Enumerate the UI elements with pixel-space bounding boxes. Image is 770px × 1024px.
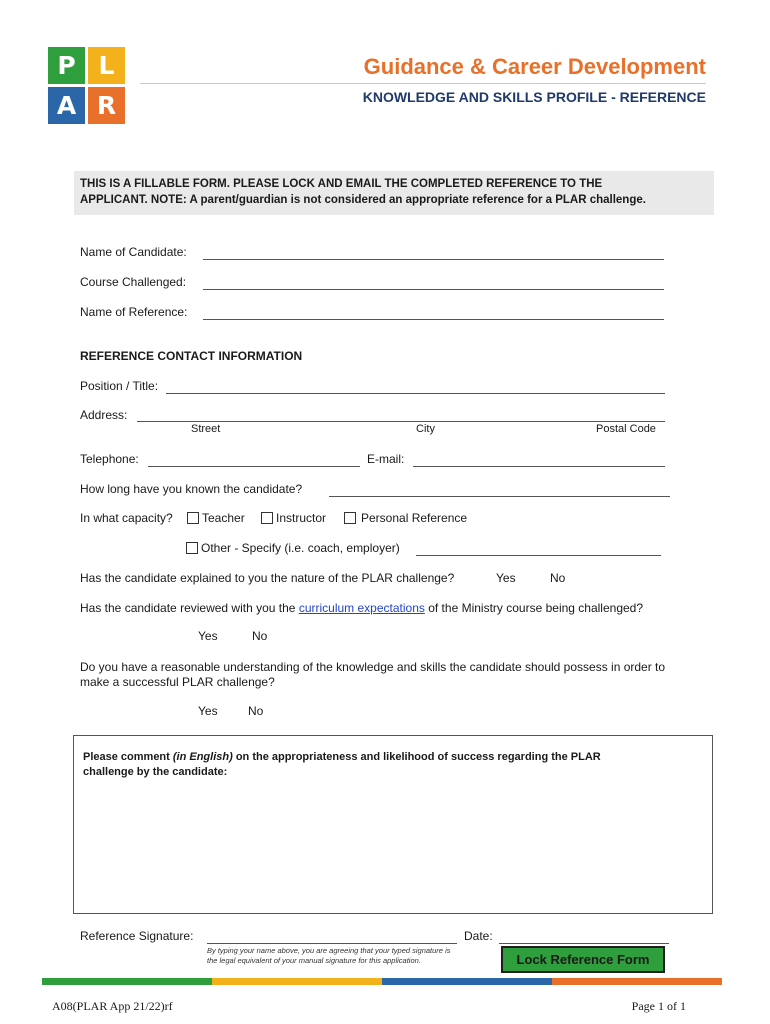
fillable-form-notice: [74, 171, 714, 215]
city-caption: City: [416, 423, 435, 435]
color-bar-green: [42, 978, 212, 985]
color-bar-yellow: [212, 978, 382, 985]
postal-code-caption: Postal Code: [596, 423, 656, 435]
signature-disclaimer: By typing your name above, you are agreeing that your typed signature is the legal equivalent of your manual signature for this application.: [207, 946, 451, 965]
capacity-personal-reference[interactable]: [344, 511, 467, 525]
candidate-name-label: Name of Candidate:: [80, 245, 187, 259]
understanding-no[interactable]: No: [248, 704, 264, 718]
logo-tile-p: P: [48, 47, 85, 84]
known-duration-label: How long have you known the candidate?: [80, 482, 303, 496]
reviewed-question: [80, 601, 643, 615]
reviewed-question-post: of the Ministry course being challenged?: [428, 601, 644, 615]
email-field[interactable]: [413, 453, 665, 467]
candidate-name-field[interactable]: [203, 246, 664, 260]
page-subtitle: KNOWLEDGE AND SKILLS PROFILE - REFERENCE: [362, 89, 706, 105]
capacity-label: In what capacity?: [80, 511, 173, 525]
understanding-line-2: make a successful PLAR challenge?: [80, 675, 275, 689]
understanding-yes[interactable]: Yes: [198, 704, 218, 718]
other-checkbox[interactable]: [186, 542, 198, 554]
understanding-line-1: Do you have a reasonable understanding of the knowledge and skills the candidate should possess in order to: [80, 660, 666, 674]
plar-logo: [48, 47, 126, 125]
color-bar-orange: [552, 978, 722, 985]
capacity-teacher[interactable]: [187, 511, 245, 525]
logo-tile-r: R: [88, 87, 125, 124]
instructor-checkbox[interactable]: [261, 512, 273, 524]
signature-label: Reference Signature:: [80, 929, 194, 943]
instructor-label: Instructor: [276, 511, 327, 525]
signature-field[interactable]: [207, 930, 457, 944]
contact-heading: REFERENCE CONTACT INFORMATION: [80, 349, 303, 363]
nature-question: Has the candidate explained to you the nature of the PLAR challenge?: [80, 571, 455, 585]
lock-reference-form-button[interactable]: Lock Reference Form: [501, 946, 665, 973]
known-duration-field[interactable]: [329, 483, 670, 497]
comment-prompt-line-2: challenge by the candidate:: [83, 766, 228, 778]
curriculum-expectations-link[interactable]: curriculum expectations: [298, 601, 425, 615]
logo-tile-a: A: [48, 87, 85, 124]
reviewed-question-pre: Has the candidate reviewed with you the: [80, 601, 296, 615]
notice-line-2: APPLICANT. NOTE: A parent/guardian is not considered an appropriate reference for a PLAR challenge.: [80, 194, 646, 206]
reviewed-yes[interactable]: Yes: [198, 629, 218, 643]
course-challenged-field[interactable]: [203, 276, 664, 290]
date-label: Date:: [464, 929, 493, 943]
capacity-instructor[interactable]: [261, 511, 326, 525]
other-specify-field[interactable]: [416, 542, 661, 556]
notice-line-1: THIS IS A FILLABLE FORM. PLEASE LOCK AND EMAIL THE COMPLETED REFERENCE TO THE: [80, 178, 603, 190]
telephone-label: Telephone:: [80, 452, 139, 466]
teacher-checkbox[interactable]: [187, 512, 199, 524]
position-title-field[interactable]: [166, 380, 665, 394]
logo-tile-l: L: [88, 47, 125, 84]
page-title: Guidance & Career Development: [363, 54, 706, 79]
course-challenged-label: Course Challenged:: [80, 275, 187, 289]
position-title-label: Position / Title:: [80, 379, 159, 393]
page-number: Page 1 of 1: [631, 999, 686, 1013]
telephone-field[interactable]: [148, 453, 360, 467]
comment-textarea[interactable]: [73, 735, 713, 914]
nature-no[interactable]: No: [550, 571, 566, 585]
personal-reference-label: Personal Reference: [361, 511, 468, 525]
address-label: Address:: [80, 408, 128, 422]
teacher-label: Teacher: [202, 511, 245, 525]
color-bar-blue: [382, 978, 552, 985]
understanding-question: [80, 660, 665, 690]
other-label: Other - Specify (i.e. coach, employer): [201, 541, 400, 555]
email-label: E-mail:: [367, 452, 405, 466]
form-code: A08(PLAR App 21/22)rf: [52, 999, 173, 1013]
title-divider: [140, 83, 706, 84]
date-field[interactable]: [499, 930, 669, 944]
comment-prompt-line-1: Please comment (in English) on the appropriateness and likelihood of success regarding the PLAR: [83, 751, 601, 763]
street-caption: Street: [191, 423, 221, 435]
footer-color-bar: [42, 978, 722, 985]
reference-name-label: Name of Reference:: [80, 305, 188, 319]
capacity-other[interactable]: [186, 541, 400, 555]
nature-yes[interactable]: Yes: [496, 571, 516, 585]
reviewed-no[interactable]: No: [252, 629, 268, 643]
comment-in-english: (in English): [172, 751, 233, 763]
address-field[interactable]: [137, 408, 665, 422]
personal-reference-checkbox[interactable]: [344, 512, 356, 524]
reference-name-field[interactable]: [203, 306, 664, 320]
